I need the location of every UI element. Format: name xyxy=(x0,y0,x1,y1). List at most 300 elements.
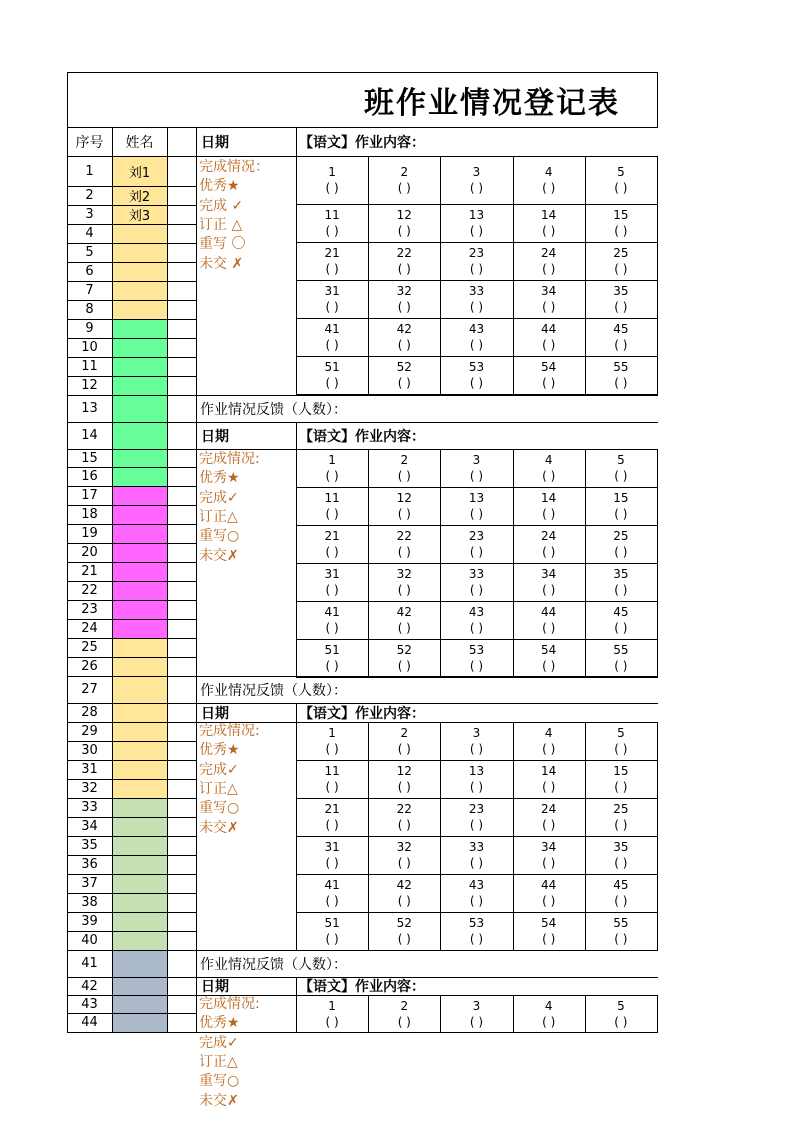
homework-number: 11 xyxy=(324,208,340,222)
homework-number: 14 xyxy=(541,764,557,778)
homework-col-line xyxy=(440,156,441,395)
homework-number: 52 xyxy=(396,916,412,930)
row-line xyxy=(67,562,197,563)
homework-cell[interactable] xyxy=(368,874,440,912)
homework-number: 4 xyxy=(544,165,553,179)
homework-paren: ( ) xyxy=(469,469,484,483)
homework-number: 13 xyxy=(468,491,485,505)
homework-cell[interactable] xyxy=(296,874,368,912)
homework-cell[interactable] xyxy=(296,601,368,639)
homework-paren: ( ) xyxy=(325,1014,339,1029)
homework-cell[interactable] xyxy=(296,836,368,874)
homework-number: 51 xyxy=(324,643,340,657)
homework-number: 55 xyxy=(613,916,629,930)
student-name[interactable] xyxy=(112,338,167,357)
student-name[interactable] xyxy=(112,995,167,1013)
homework-number: 43 xyxy=(468,878,485,892)
student-number: 18 xyxy=(81,507,98,522)
status-legend-item: 未交✗ xyxy=(199,819,239,836)
homework-cell[interactable] xyxy=(368,722,440,760)
homework-paren: ( ) xyxy=(469,932,484,946)
homework-paren: ( ) xyxy=(469,583,484,597)
homework-number: 2 xyxy=(400,998,409,1013)
homework-paren: ( ) xyxy=(469,780,484,794)
homework-cell[interactable] xyxy=(368,156,440,204)
homework-number: 3 xyxy=(472,998,481,1013)
homework-col-line xyxy=(440,995,441,1033)
homework-cell[interactable] xyxy=(368,280,440,318)
homework-paren: ( ) xyxy=(542,932,556,946)
homework-paren: ( ) xyxy=(614,894,628,908)
homework-cell[interactable] xyxy=(440,356,512,394)
homework-cell[interactable] xyxy=(368,912,440,950)
student-number: 34 xyxy=(81,819,98,834)
homework-cell[interactable] xyxy=(440,280,512,318)
student-name[interactable] xyxy=(112,676,167,703)
homework-number: 34 xyxy=(541,567,557,581)
homework-paren: ( ) xyxy=(397,856,411,870)
homework-cell[interactable] xyxy=(513,874,585,912)
student-number: 22 xyxy=(81,583,98,598)
homework-paren: ( ) xyxy=(397,545,411,559)
student-name[interactable] xyxy=(112,524,167,543)
homework-cell[interactable] xyxy=(296,449,368,487)
student-number: 17 xyxy=(81,488,98,503)
homework-cell[interactable] xyxy=(585,280,657,318)
homework-cell[interactable] xyxy=(368,601,440,639)
student-name[interactable] xyxy=(112,357,167,376)
student-name[interactable] xyxy=(112,395,167,422)
homework-cell[interactable] xyxy=(513,525,585,563)
date-label: 日期 xyxy=(201,428,229,445)
homework-number: 35 xyxy=(613,567,629,581)
row-line xyxy=(67,741,197,742)
student-name[interactable] xyxy=(112,486,167,505)
homework-col-line xyxy=(513,449,514,678)
homework-number: 23 xyxy=(468,529,485,543)
homework-paren: ( ) xyxy=(325,742,339,756)
student-name[interactable] xyxy=(112,912,167,931)
feedback-label: 作业情况反馈（人数）： xyxy=(200,956,347,973)
student-name[interactable] xyxy=(112,562,167,581)
student-name[interactable] xyxy=(112,931,167,950)
subject-label: 【语文】作业内容： xyxy=(299,979,425,995)
homework-cell[interactable] xyxy=(440,912,512,950)
status-legend-item: 重写○ xyxy=(199,800,240,817)
homework-paren: ( ) xyxy=(325,181,339,195)
student-name[interactable] xyxy=(112,855,167,874)
homework-cell[interactable] xyxy=(440,722,512,760)
homework-paren: ( ) xyxy=(325,545,339,559)
homework-paren: ( ) xyxy=(325,224,339,238)
homework-paren: ( ) xyxy=(614,780,628,794)
homework-cell[interactable] xyxy=(368,760,440,798)
grid-line xyxy=(296,422,297,449)
student-name[interactable] xyxy=(112,893,167,912)
homework-cell[interactable] xyxy=(513,601,585,639)
homework-cell[interactable] xyxy=(440,449,512,487)
row-line xyxy=(67,977,197,978)
homework-number: 55 xyxy=(613,643,629,657)
homework-paren: ( ) xyxy=(469,376,484,390)
homework-number: 21 xyxy=(324,529,340,543)
homework-cell[interactable] xyxy=(585,874,657,912)
homework-cell[interactable] xyxy=(585,318,657,356)
sheet-right-border xyxy=(657,995,658,1033)
student-number: 2 xyxy=(85,188,94,203)
student-number: 43 xyxy=(81,996,98,1012)
student-name[interactable] xyxy=(112,543,167,562)
homework-paren: ( ) xyxy=(542,856,556,870)
grid-line xyxy=(196,127,197,1033)
homework-paren: ( ) xyxy=(325,894,339,908)
status-legend-item: 重写 〇 xyxy=(199,236,246,253)
feedback-label: 作业情况反馈（人数）： xyxy=(200,401,347,418)
page-title: 班作业情况登记表 xyxy=(364,85,620,121)
homework-cell[interactable] xyxy=(296,563,368,601)
homework-number: 3 xyxy=(472,165,481,179)
student-number: 27 xyxy=(81,682,98,697)
student-name[interactable] xyxy=(112,1013,167,1032)
homework-number: 32 xyxy=(396,840,412,854)
subject-label: 【语文】作业内容： xyxy=(299,428,425,445)
row-line xyxy=(67,224,197,225)
homework-cell[interactable] xyxy=(440,242,512,280)
sheet-right-border xyxy=(657,156,658,395)
student-name[interactable] xyxy=(112,779,167,798)
row-line xyxy=(67,1013,197,1014)
student-name[interactable] xyxy=(112,319,167,338)
student-name[interactable] xyxy=(112,760,167,779)
homework-col-line xyxy=(585,449,586,678)
student-name[interactable]: 刘3 xyxy=(128,209,151,224)
student-name[interactable] xyxy=(112,600,167,619)
homework-number: 32 xyxy=(396,567,412,581)
homework-cell[interactable] xyxy=(513,487,585,525)
row-line xyxy=(67,619,197,620)
homework-cell[interactable] xyxy=(513,836,585,874)
homework-cell[interactable] xyxy=(440,487,512,525)
row-line xyxy=(67,657,197,658)
student-number: 6 xyxy=(85,264,94,279)
student-name[interactable] xyxy=(112,817,167,836)
homework-paren: ( ) xyxy=(469,300,484,314)
homework-cell[interactable] xyxy=(368,798,440,836)
homework-cell[interactable] xyxy=(585,449,657,487)
row-line xyxy=(67,912,197,913)
homework-number: 43 xyxy=(468,322,485,336)
row-line xyxy=(67,638,197,639)
homework-cell[interactable] xyxy=(368,242,440,280)
homework-paren: ( ) xyxy=(325,300,339,314)
homework-cell[interactable] xyxy=(585,156,657,204)
student-name[interactable] xyxy=(112,798,167,817)
homework-cell[interactable] xyxy=(296,995,368,1032)
homework-paren: ( ) xyxy=(469,545,484,559)
homework-cell[interactable] xyxy=(585,722,657,760)
student-number: 24 xyxy=(81,621,98,636)
row-line xyxy=(67,703,197,704)
homework-paren: ( ) xyxy=(542,262,556,276)
homework-cell[interactable] xyxy=(585,912,657,950)
student-name[interactable] xyxy=(112,657,167,676)
homework-cell[interactable] xyxy=(440,204,512,242)
homework-cell[interactable] xyxy=(440,798,512,836)
homework-number: 35 xyxy=(613,840,629,854)
homework-paren: ( ) xyxy=(325,780,339,794)
homework-paren: ( ) xyxy=(397,621,411,635)
homework-cell[interactable] xyxy=(585,204,657,242)
homework-cell[interactable] xyxy=(368,318,440,356)
status-legend-item: 完成 ✓ xyxy=(199,197,244,214)
student-number: 35 xyxy=(81,838,98,853)
homework-cell[interactable] xyxy=(513,449,585,487)
homework-cell[interactable] xyxy=(440,601,512,639)
homework-paren: ( ) xyxy=(542,780,556,794)
student-name[interactable] xyxy=(112,722,167,741)
student-name[interactable] xyxy=(112,262,167,281)
homework-cell[interactable] xyxy=(296,798,368,836)
homework-number: 33 xyxy=(468,840,485,854)
homework-col-line xyxy=(585,722,586,951)
homework-paren: ( ) xyxy=(614,742,628,756)
homework-cell[interactable] xyxy=(585,836,657,874)
homework-cell[interactable] xyxy=(296,242,368,280)
status-legend-item: 完成✓ xyxy=(199,489,239,506)
student-name[interactable] xyxy=(112,300,167,319)
homework-number: 45 xyxy=(613,605,629,619)
homework-cell[interactable] xyxy=(513,639,585,677)
homework-cell[interactable] xyxy=(585,563,657,601)
student-name[interactable]: 刘1 xyxy=(128,165,151,181)
homework-number: 23 xyxy=(468,802,485,816)
homework-paren: ( ) xyxy=(542,621,556,635)
homework-paren: ( ) xyxy=(397,1014,411,1029)
homework-cell[interactable] xyxy=(513,563,585,601)
student-name[interactable] xyxy=(112,581,167,600)
homework-col-line xyxy=(513,995,514,1033)
homework-cell[interactable] xyxy=(513,204,585,242)
row-line xyxy=(67,156,197,157)
student-name[interactable] xyxy=(112,243,167,262)
row-line xyxy=(67,798,197,799)
homework-paren: ( ) xyxy=(325,583,339,597)
homework-cell[interactable] xyxy=(296,722,368,760)
subject-label: 【语文】作业内容： xyxy=(299,705,425,722)
homework-paren: ( ) xyxy=(325,856,339,870)
homework-cell[interactable] xyxy=(513,318,585,356)
homework-paren: ( ) xyxy=(614,659,628,673)
row-line xyxy=(67,262,197,263)
student-number: 21 xyxy=(81,564,98,579)
status-legend-item: 订正△ xyxy=(199,1053,238,1070)
student-number: 23 xyxy=(81,602,98,617)
student-name[interactable] xyxy=(112,703,167,722)
homework-paren: ( ) xyxy=(614,224,628,238)
homework-cell[interactable] xyxy=(513,156,585,204)
homework-cell[interactable] xyxy=(585,487,657,525)
homework-number: 54 xyxy=(541,643,557,657)
student-number: 19 xyxy=(81,526,98,541)
homework-cell[interactable] xyxy=(513,356,585,394)
homework-cell[interactable] xyxy=(513,995,585,1032)
homework-cell[interactable] xyxy=(513,280,585,318)
homework-paren: ( ) xyxy=(614,818,628,832)
homework-cell[interactable] xyxy=(440,639,512,677)
student-name[interactable] xyxy=(112,977,167,995)
homework-cell[interactable] xyxy=(513,722,585,760)
status-legend-item: 完成✓ xyxy=(199,761,239,778)
student-number: 12 xyxy=(81,378,98,393)
homework-number: 42 xyxy=(396,878,412,892)
homework-cell[interactable] xyxy=(585,639,657,677)
homework-number: 44 xyxy=(541,878,557,892)
homework-paren: ( ) xyxy=(542,659,556,673)
homework-number: 31 xyxy=(324,567,340,581)
homework-number: 55 xyxy=(613,360,629,374)
homework-number: 5 xyxy=(617,726,625,740)
homework-cell[interactable] xyxy=(296,156,368,204)
student-name[interactable] xyxy=(112,619,167,638)
homework-cell[interactable] xyxy=(513,798,585,836)
homework-paren: ( ) xyxy=(325,376,339,390)
student-name[interactable] xyxy=(112,741,167,760)
homework-cell[interactable] xyxy=(368,995,440,1032)
student-number: 8 xyxy=(85,302,94,317)
homework-cell[interactable] xyxy=(585,760,657,798)
date-label: 日期 xyxy=(201,134,229,151)
feedback-label: 作业情况反馈（人数）： xyxy=(200,682,347,699)
homework-cell[interactable] xyxy=(368,836,440,874)
homework-paren: ( ) xyxy=(469,894,484,908)
status-legend-item: 重写○ xyxy=(199,528,240,545)
homework-paren: ( ) xyxy=(397,181,411,195)
homework-cell[interactable] xyxy=(296,760,368,798)
homework-paren: ( ) xyxy=(325,469,339,483)
homework-cell[interactable] xyxy=(296,318,368,356)
homework-cell[interactable] xyxy=(368,639,440,677)
homework-paren: ( ) xyxy=(397,818,411,832)
homework-number: 1 xyxy=(328,165,336,179)
homework-cell[interactable] xyxy=(368,525,440,563)
homework-row-line xyxy=(296,1032,658,1033)
row-line xyxy=(67,931,197,932)
homework-cell[interactable] xyxy=(585,242,657,280)
homework-cell[interactable] xyxy=(440,995,512,1032)
homework-cell[interactable] xyxy=(440,563,512,601)
homework-cell[interactable] xyxy=(585,356,657,394)
homework-cell[interactable] xyxy=(585,601,657,639)
homework-paren: ( ) xyxy=(614,932,628,946)
homework-paren: ( ) xyxy=(397,742,411,756)
homework-cell[interactable] xyxy=(440,760,512,798)
homework-cell[interactable] xyxy=(585,525,657,563)
homework-cell[interactable] xyxy=(296,204,368,242)
homework-cell[interactable] xyxy=(296,280,368,318)
homework-paren: ( ) xyxy=(542,545,556,559)
student-name[interactable] xyxy=(112,281,167,300)
homework-number: 44 xyxy=(541,322,557,336)
homework-cell[interactable] xyxy=(368,449,440,487)
student-number: 4 xyxy=(85,226,94,241)
row-line xyxy=(67,243,197,244)
homework-col-line xyxy=(296,722,297,951)
student-number: 38 xyxy=(81,895,98,910)
student-name[interactable] xyxy=(112,422,167,449)
homework-cell[interactable] xyxy=(296,356,368,394)
student-name[interactable] xyxy=(112,950,167,977)
homework-paren: ( ) xyxy=(542,181,556,195)
homework-number: 5 xyxy=(617,453,625,467)
student-name[interactable] xyxy=(112,467,167,486)
subject-label: 【语文】作业内容： xyxy=(299,134,425,151)
homework-paren: ( ) xyxy=(325,818,339,832)
homework-cell[interactable] xyxy=(440,525,512,563)
student-name[interactable]: 刘2 xyxy=(128,190,151,205)
homework-cell[interactable] xyxy=(513,760,585,798)
status-legend-item: 订正 △ xyxy=(199,216,243,233)
homework-cell[interactable] xyxy=(440,874,512,912)
homework-cell[interactable] xyxy=(585,798,657,836)
status-legend-item: 未交 ✗ xyxy=(199,255,244,272)
row-line xyxy=(67,319,197,320)
homework-cell[interactable] xyxy=(440,318,512,356)
homework-paren: ( ) xyxy=(469,621,484,635)
homework-cell[interactable] xyxy=(440,156,512,204)
homework-cell[interactable] xyxy=(368,356,440,394)
homework-paren: ( ) xyxy=(469,1014,484,1029)
homework-number: 51 xyxy=(324,916,340,930)
student-number: 36 xyxy=(81,857,98,872)
homework-number: 21 xyxy=(324,246,340,260)
homework-cell[interactable] xyxy=(368,563,440,601)
homework-number: 2 xyxy=(400,726,409,740)
student-name[interactable] xyxy=(112,376,167,395)
homework-cell[interactable] xyxy=(513,242,585,280)
homework-cell[interactable] xyxy=(368,487,440,525)
homework-cell[interactable] xyxy=(296,639,368,677)
homework-paren: ( ) xyxy=(614,856,628,870)
student-name[interactable] xyxy=(112,638,167,657)
homework-paren: ( ) xyxy=(542,300,556,314)
homework-cell[interactable] xyxy=(440,836,512,874)
homework-cell[interactable] xyxy=(296,912,368,950)
student-name[interactable] xyxy=(112,836,167,855)
homework-number: 22 xyxy=(396,246,412,260)
homework-cell[interactable] xyxy=(296,525,368,563)
student-name[interactable] xyxy=(112,224,167,243)
homework-cell[interactable] xyxy=(368,204,440,242)
student-number: 25 xyxy=(81,640,98,655)
homework-cell[interactable] xyxy=(296,487,368,525)
student-name[interactable] xyxy=(112,449,167,467)
sheet-right-border xyxy=(657,449,658,678)
student-name[interactable] xyxy=(112,874,167,893)
homework-number: 42 xyxy=(396,605,412,619)
homework-cell[interactable] xyxy=(513,912,585,950)
student-number: 16 xyxy=(81,469,98,484)
row-line xyxy=(67,722,197,723)
homework-paren: ( ) xyxy=(614,1014,628,1029)
student-name[interactable] xyxy=(112,505,167,524)
homework-number: 12 xyxy=(396,491,412,505)
homework-number: 12 xyxy=(396,764,412,778)
student-number: 40 xyxy=(81,933,98,948)
homework-paren: ( ) xyxy=(542,338,556,352)
homework-paren: ( ) xyxy=(397,262,411,276)
status-legend-item: 订正△ xyxy=(199,780,238,797)
homework-cell[interactable] xyxy=(585,995,657,1032)
